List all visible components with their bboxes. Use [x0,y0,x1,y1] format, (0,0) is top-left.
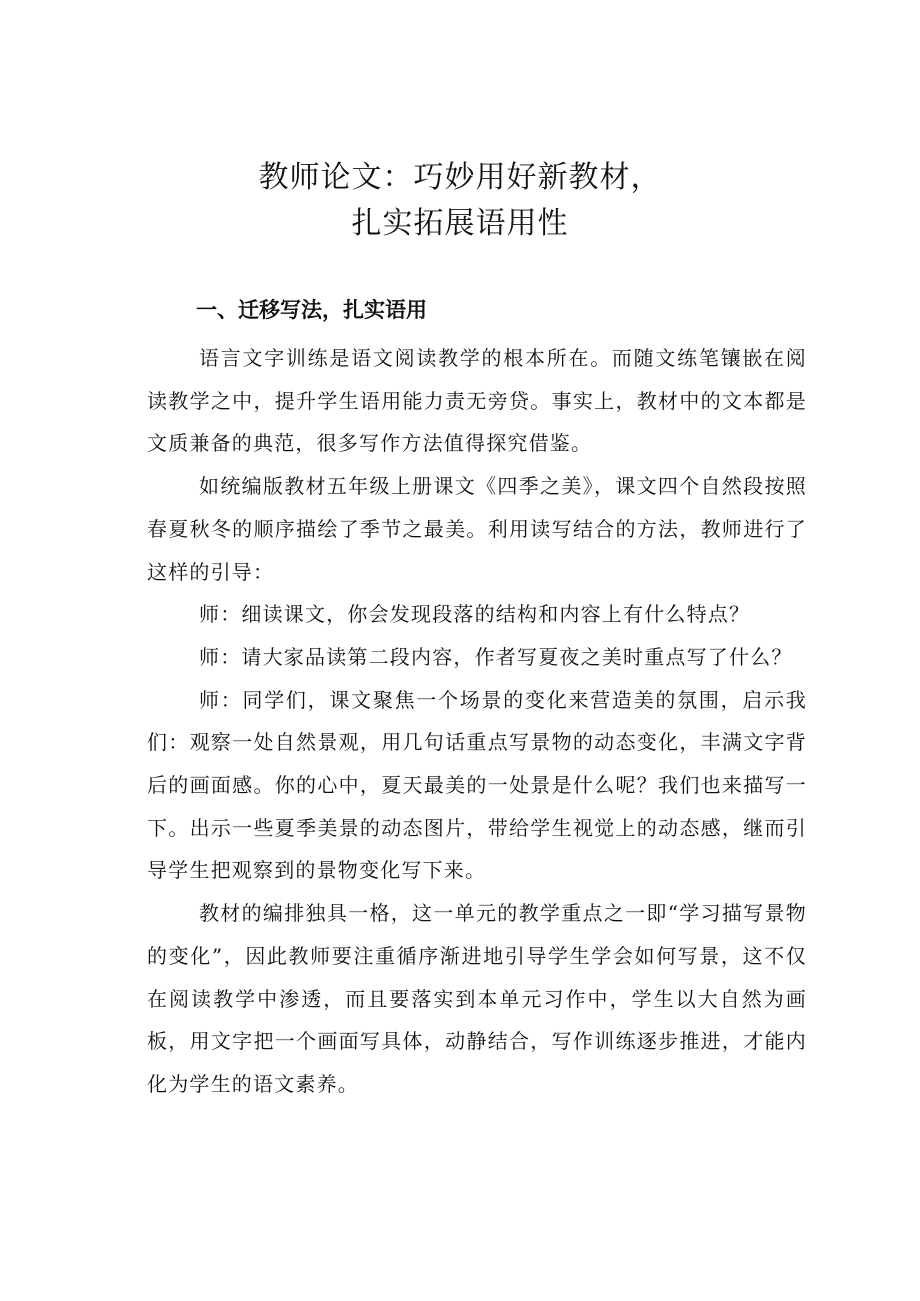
title-line-2: 扎实拓展语用性 [351,206,569,241]
document-body [147,337,807,1106]
paragraph: 师：同学们，课文聚焦一个场景的变化来营造美的氛围，启示我们：观察一处自然景观，用几句话重点写景物的动态变化，丰满文字背后的画面感。你的心中，夏天最美的一处景是什么呢？我们也来描写一下。出示一些夏季美景的动态图片，带给学生视觉上的动态感，继而引导学生把观察到的景物变化写下来。 [147,687,807,883]
paragraph: 如统编版教材五年级上册课文《四季之美》，课文四个自然段按照春夏秋冬的顺序描绘了季节之最美。利用读写结合的方法，教师进行了这样的引导： [147,474,807,584]
title-line-1: 教师论文：巧妙用好新教材， [258,160,662,195]
paragraph: 教材的编排独具一格，这一单元的教学重点之一即“学习描写景物的变化”，因此教师要注重循序渐进地引导学生学会如何写景，这不仅在阅读教学中渗透，而且要落实到本单元习作中，学生以大自然为画板，用文字把一个画面写具体，动静结合，写作训练逐步推进，才能内化为学生的语文素养。 [147,901,807,1096]
paragraph: 师：请大家品读第二段内容，作者写夏夜之美时重点写了什么？ [199,644,793,669]
section-heading: 一、迁移写法，扎实语用 [196,298,427,322]
document-title [0,155,920,247]
paragraph: 师：细读课文，你会发现段落的结构和内容上有什么特点？ [199,602,751,627]
paragraph: 语言文字训练是语文阅读教学的根本所在。而随文练笔镶嵌在阅读教学之中，提升学生语用能力责无旁贷。事实上，教材中的文本都是文质兼备的典范，很多写作方法值得探究借鉴。 [147,346,807,456]
